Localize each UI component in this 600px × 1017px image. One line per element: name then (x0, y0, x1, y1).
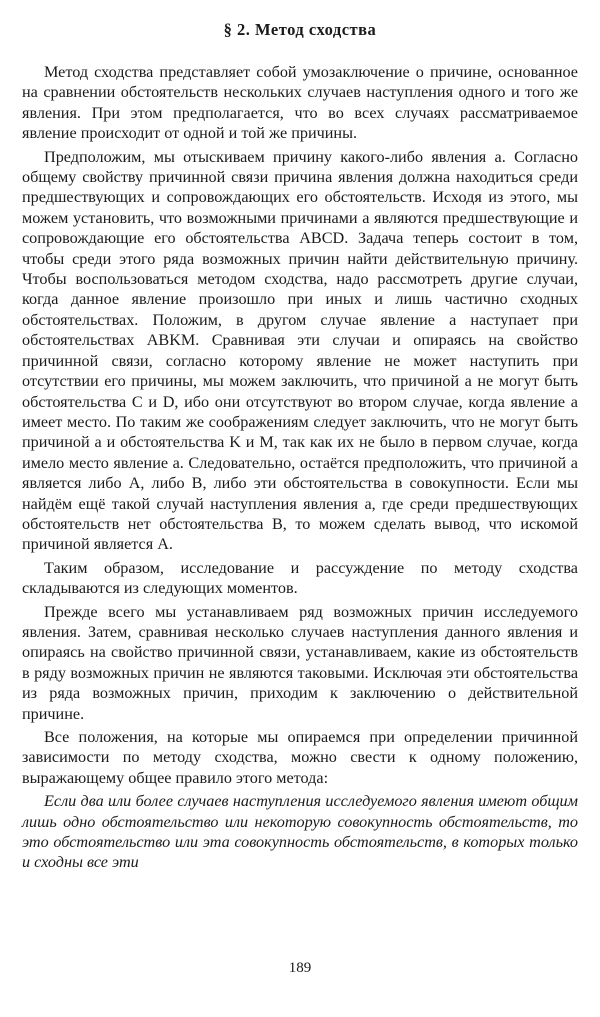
book-page (22, 12, 578, 1012)
paragraph-example: Предположим, мы отыскиваем причину какого-либо явления a. Согласно общему свойству причинной связи причина явления должна находиться среди предшествующих и сопровождающих его обстоятельств. Исходя из этого, мы можем установить, что возможными причинами a являются предшествующие и сопровождающие его обстоятельства ABCD. Задача теперь состоит в том, чтобы среди этого ряда возможных причин найти действительную причину. Чтобы воспользоваться методом сходства, надо рассмотреть другие случаи, когда данное явление произошло при иных и лишь частично сходных обстоятельствах. Положим, в другом случае явление a наступает при обстоятельствах ABKM. Сравнивая эти случаи и опираясь на свойство причинной связи, согласно которому явление не может наступить при отсутствии его причины, мы можем заключить, что причиной a не могут быть обстоятельства C и D, ибо они отсутствуют во втором случае, когда явление a имеет место. По таким же соображениям следует заключить, что не могут быть причиной a и обстоятельства K и M, так как их не было в первом случае, когда имело место явление a. Следовательно, остаётся предположить, что причиной a является либо A, либо B, либо эти обстоятельства в совокупности. Если мы найдём ещё такой случай наступления явления a, где среди предшествующих обстоятельств нет обстоятельства B, то можем сделать вывод, что искомой причиной является A. (22, 147, 578, 554)
paragraph-summary: Таким образом, исследование и рассуждение по методу сходства складываются из следующих моментов. (22, 558, 578, 598)
section-heading: § 2. Метод сходства (223, 20, 377, 39)
paragraph-steps: Прежде всего мы устанавливаем ряд возможных причин исследуемого явления. Затем, сравнивая несколько случаев наступления данного явления и опираясь на свойство причинной связи, устанавливаем, какие из обстоятельств в ряду возможных причин не являются таковыми. Исключая эти обстоятельства из ряда возможных причин, приходим к заключению о действительной причине. (22, 602, 578, 723)
paragraph-intro: Метод сходства представляет собой умозаключение о причине, основанное на сравнении обстоятельств нескольких случаев наступления одного и того же явления. При этом предполагается, что во всех случаях рассматриваемое явление происходит от одной и той же причины. (22, 63, 578, 143)
page-number: 189 (288, 960, 312, 976)
paragraph-rule-intro: Все положения, на которые мы опираемся при определении причинной зависимости по методу сходства, можно свести к одному положению, выражающему общее правило этого метода: (22, 728, 578, 787)
paragraph-rule: Если два или более случаев наступления исследуемого явления имеют общим лишь одно обстоятельство или некоторую совокупность обстоятельств, то это обстоятельство или эта совокупность обстоятельств, в которых только и сходны все эти (22, 792, 578, 872)
